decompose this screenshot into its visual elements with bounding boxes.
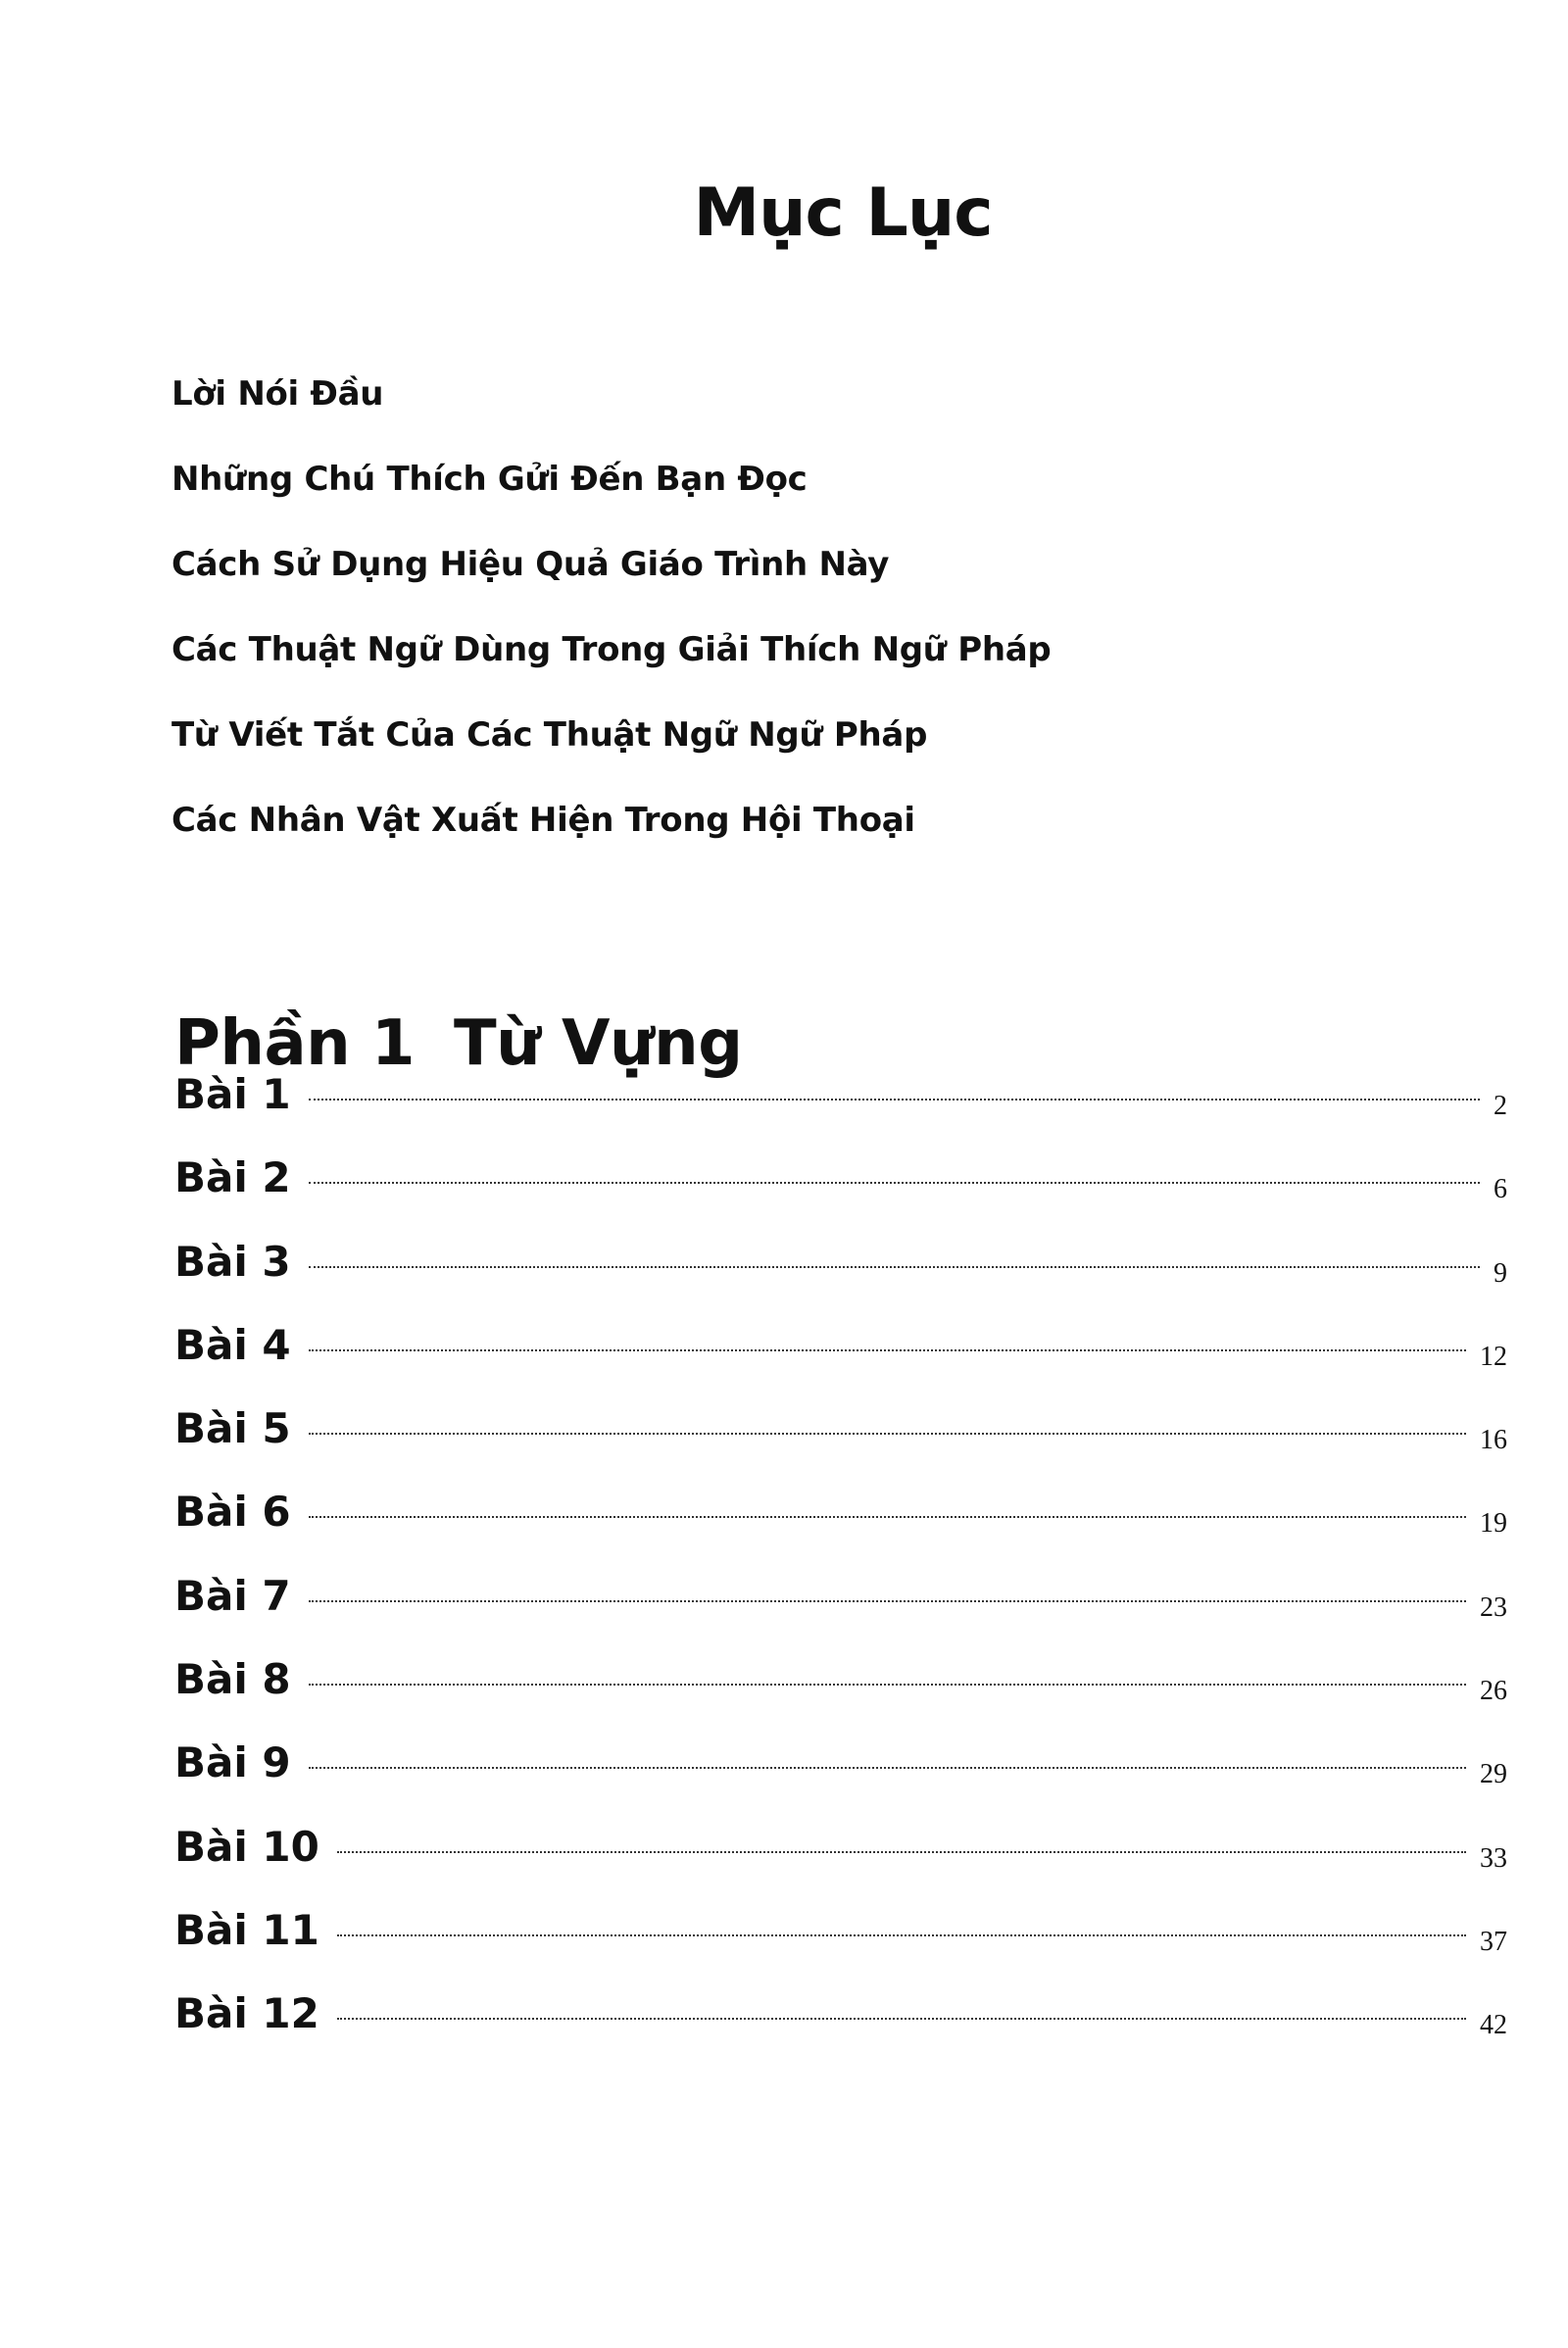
part-heading: [174, 1007, 743, 1081]
front-matter-item-abbreviations[interactable]: Từ Viết Tắt Của Các Thuật Ngữ Ngữ Pháp: [172, 715, 928, 755]
lesson-page-number: 2: [1494, 1091, 1507, 1121]
lesson-row[interactable]: [174, 1905, 1507, 1988]
lesson-list: [174, 1069, 1507, 2073]
page-title: Mục Lục: [693, 173, 993, 252]
dot-leader: [309, 1516, 1466, 1518]
lesson-page-number: 23: [1480, 1591, 1507, 1623]
lesson-row[interactable]: [174, 1152, 1507, 1236]
front-matter-item-preface[interactable]: Lời Nói Đầu: [172, 374, 384, 414]
lesson-label: Bài 3: [174, 1237, 291, 1286]
front-matter-item-how-to-use[interactable]: Cách Sử Dụng Hiệu Quả Giáo Trình Này: [172, 545, 890, 584]
dot-leader: [309, 1684, 1466, 1686]
dot-leader: [309, 1433, 1466, 1435]
dot-leader: [337, 1934, 1466, 1936]
dot-leader: [309, 1182, 1480, 1184]
front-matter-item-grammar-terms[interactable]: Các Thuật Ngữ Dùng Trong Giải Thích Ngữ Pháp: [172, 630, 1052, 669]
lesson-row[interactable]: [174, 1487, 1507, 1570]
lesson-row[interactable]: [174, 1737, 1507, 1821]
front-matter-item-reader-notes[interactable]: Những Chú Thích Gửi Đến Bạn Đọc: [172, 460, 808, 499]
lesson-label: Bài 2: [174, 1153, 291, 1202]
dot-leader: [337, 2018, 1466, 2020]
lesson-row[interactable]: [174, 1654, 1507, 1737]
lesson-label: Bài 11: [174, 1905, 319, 1954]
lesson-page-number: 33: [1480, 1842, 1507, 1874]
lesson-label: Bài 4: [174, 1320, 291, 1369]
dot-leader: [309, 1266, 1480, 1268]
part-title: Từ Vựng: [454, 1007, 743, 1081]
lesson-row[interactable]: [174, 1403, 1507, 1487]
lesson-row[interactable]: [174, 1069, 1507, 1152]
lesson-page-number: 19: [1480, 1508, 1507, 1540]
lesson-label: Bài 8: [174, 1655, 291, 1704]
dot-leader: [309, 1767, 1466, 1769]
dot-leader: [309, 1600, 1466, 1602]
dot-leader: [309, 1099, 1480, 1101]
lesson-row[interactable]: [174, 1988, 1507, 2072]
lesson-page-number: 12: [1480, 1341, 1507, 1372]
lesson-label: Bài 9: [174, 1738, 291, 1787]
lesson-label: Bài 12: [174, 1989, 319, 2038]
lesson-page-number: 29: [1480, 1759, 1507, 1790]
front-matter-item-characters[interactable]: Các Nhân Vật Xuất Hiện Trong Hội Thoại: [172, 801, 915, 840]
lesson-label: Bài 6: [174, 1488, 291, 1537]
lesson-page-number: 9: [1494, 1257, 1507, 1289]
front-matter-list: [172, 372, 1051, 884]
dot-leader: [337, 1851, 1466, 1853]
lesson-page-number: 16: [1480, 1425, 1507, 1456]
lesson-label: Bài 1: [174, 1070, 291, 1118]
lesson-page-number: 26: [1480, 1676, 1507, 1707]
lesson-label: Bài 7: [174, 1571, 291, 1620]
dot-leader: [309, 1349, 1466, 1351]
lesson-label: Bài 5: [174, 1404, 291, 1453]
lesson-row[interactable]: [174, 1320, 1507, 1403]
part-number: Phần 1: [174, 1007, 416, 1081]
lesson-page-number: 42: [1480, 2010, 1507, 2041]
lesson-row[interactable]: [174, 1571, 1507, 1654]
lesson-page-number: 6: [1494, 1174, 1507, 1205]
lesson-row[interactable]: [174, 1822, 1507, 1905]
lesson-row[interactable]: [174, 1237, 1507, 1320]
lesson-page-number: 37: [1480, 1926, 1507, 1957]
lesson-label: Bài 10: [174, 1822, 319, 1871]
